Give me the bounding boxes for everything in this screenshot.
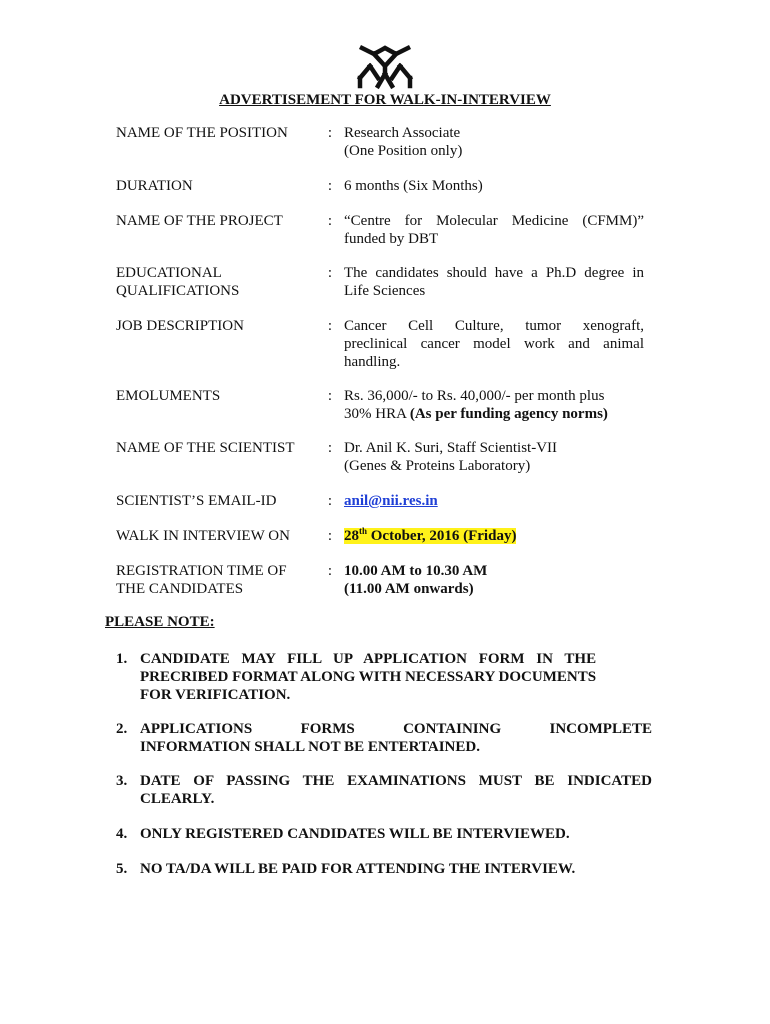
list-text [140, 772, 652, 808]
field-value [344, 439, 644, 475]
interview-date-highlight [344, 528, 516, 544]
field-colon: : [327, 125, 333, 141]
field-value [344, 387, 644, 423]
text-line: FOR VERIFICATION. [140, 687, 291, 703]
value-line: preclinical cancer model work and animal [344, 336, 644, 352]
field-value [344, 562, 644, 598]
field-value [344, 212, 644, 248]
field-colon: : [327, 563, 333, 579]
list-text [140, 720, 652, 756]
value-line: (One Position only) [344, 143, 463, 159]
field-value [344, 527, 644, 545]
field-row-scientist [116, 439, 644, 475]
value-line: Life Sciences [344, 283, 426, 299]
value-line: Rs. 36,000/- to Rs. 40,000/- per month plus [344, 388, 605, 404]
label-line: REGISTRATION TIME OF [116, 563, 287, 579]
text-line: NO TA/DA WILL BE PAID FOR ATTENDING THE INTERVIEW. [140, 861, 576, 877]
field-row-duration [116, 177, 644, 195]
list-item [116, 772, 652, 808]
text-line: DATE OF PASSING THE EXAMINATIONS MUST BE INDICATED [140, 773, 652, 789]
field-row-registration-time [116, 562, 644, 598]
value-line: Dr. Anil K. Suri, Staff Scientist-VII [344, 440, 558, 456]
list-number: 2. [116, 721, 128, 737]
value-line: Research Associate [344, 125, 461, 141]
list-text [140, 860, 652, 878]
field-value [344, 317, 644, 371]
field-colon: : [327, 528, 333, 544]
text-line: CANDIDATE MAY FILL UP APPLICATION FORM IN THE [140, 651, 597, 667]
list-number: 1. [116, 651, 128, 667]
text-line: APPLICATIONS FORMS CONTAINING INCOMPLETE [140, 721, 652, 737]
label-line: QUALIFICATIONS [116, 283, 240, 299]
list-number: 4. [116, 826, 128, 842]
field-label: DURATION [116, 178, 193, 194]
field-value: 6 months (Six Months) [344, 178, 483, 194]
field-colon: : [327, 178, 333, 194]
date-suffix: th [359, 526, 368, 536]
field-row-email [116, 492, 644, 510]
text-line: CLEARLY. [140, 791, 215, 807]
funding-norms-text: (As per funding agency norms) [409, 406, 608, 422]
field-value [344, 492, 644, 510]
value-line: (11.00 AM onwards) [344, 581, 474, 597]
text-line: ONLY REGISTERED CANDIDATES WILL BE INTERVIEWED. [140, 826, 570, 842]
field-row-qualifications [116, 264, 644, 300]
label-line: EDUCATIONAL [116, 265, 222, 281]
field-label: JOB DESCRIPTION [116, 318, 244, 334]
field-row-job-description [116, 317, 644, 371]
field-row-emoluments [116, 387, 644, 423]
value-line: 10.00 AM to 10.30 AM [344, 563, 488, 579]
date-day: 28 [344, 528, 359, 544]
field-colon: : [327, 318, 333, 334]
value-line: handling. [344, 354, 401, 370]
value-line [344, 405, 644, 423]
text-line: PRECRIBED FORMAT ALONG WITH NECESSARY DOCUMENTS [140, 669, 597, 685]
field-row-position [116, 124, 644, 160]
field-label: WALK IN INTERVIEW ON [116, 528, 290, 544]
field-label: EMOLUMENTS [116, 388, 221, 404]
field-row-project [116, 212, 644, 248]
field-value [344, 264, 644, 300]
value-line: funded by DBT [344, 231, 439, 247]
institute-logo-icon [356, 44, 414, 90]
field-label [116, 264, 316, 300]
please-note-heading: PLEASE NOTE: [105, 614, 215, 630]
list-item [116, 860, 652, 878]
field-colon: : [327, 265, 333, 281]
label-line: THE CANDIDATES [116, 581, 244, 597]
field-label: NAME OF THE POSITION [116, 125, 288, 141]
field-row-interview-date [116, 527, 644, 545]
field-colon: : [327, 213, 333, 229]
hra-text: 30% HRA [344, 406, 410, 422]
list-item [116, 650, 596, 704]
field-colon: : [327, 440, 333, 456]
list-number: 3. [116, 773, 128, 789]
field-label: NAME OF THE SCIENTIST [116, 440, 295, 456]
value-line: Cancer Cell Culture, tumor xenograft, [344, 318, 644, 334]
date-rest: October, 2016 (Friday) [367, 528, 517, 544]
list-item [116, 720, 652, 756]
text-line: INFORMATION SHALL NOT BE ENTERTAINED. [140, 739, 480, 755]
field-colon: : [327, 388, 333, 404]
value-line: “Centre for Molecular Medicine (CFMM)” [344, 213, 644, 229]
list-item [116, 825, 652, 843]
value-line: (Genes & Proteins Laboratory) [344, 458, 531, 474]
field-label [116, 562, 316, 598]
email-link[interactable]: anil@nii.res.in [344, 493, 438, 509]
list-text [140, 825, 652, 843]
page-title: ADVERTISEMENT FOR WALK-IN-INTERVIEW [219, 92, 551, 108]
list-number: 5. [116, 861, 128, 877]
field-label: NAME OF THE PROJECT [116, 213, 283, 229]
field-label: SCIENTIST’S EMAIL-ID [116, 493, 277, 509]
value-line: The candidates should have a Ph.D degree in [344, 265, 644, 281]
field-value [344, 124, 644, 160]
field-colon: : [327, 493, 333, 509]
list-text [140, 650, 596, 704]
